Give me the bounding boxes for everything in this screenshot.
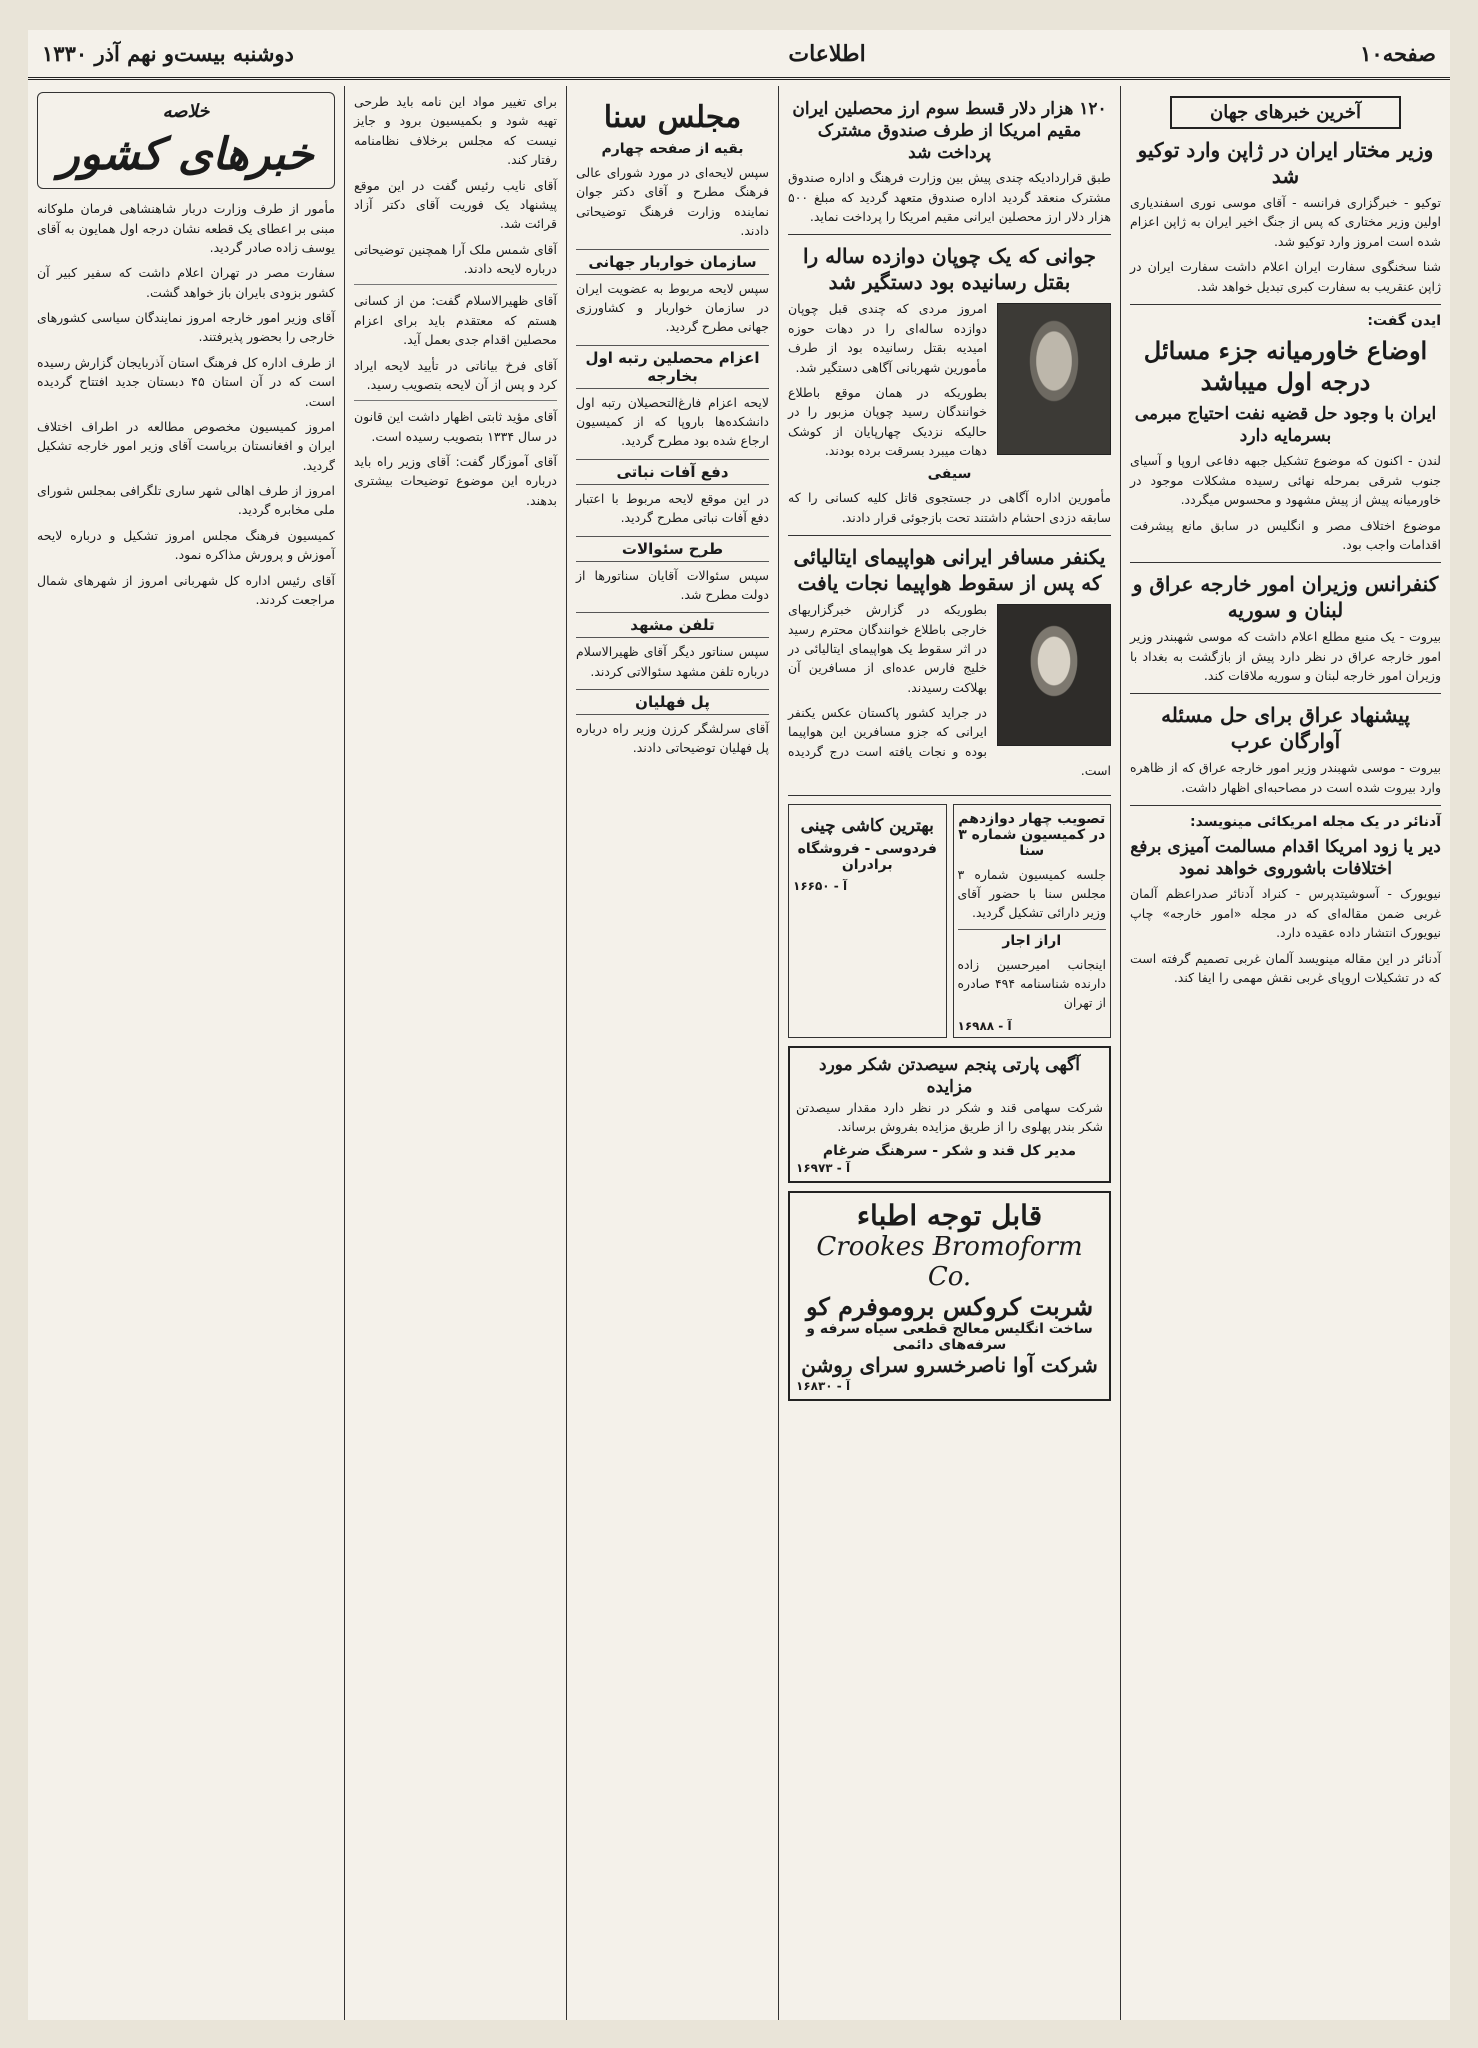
divider: [354, 400, 557, 401]
quote-label: آدنائر در یک مجله امریکائی مینویسد:: [1190, 814, 1441, 831]
summary-item: آقای وزیر امور خارجه امروز نمایندگان سیاسی کشورهای خارجی را بحضور پذیرفتند.: [37, 310, 335, 345]
summary-title: خبرهای کشور: [58, 129, 314, 180]
sugar-auction-ad: [788, 1046, 1111, 1183]
article-text: در جراید کشور پاکستان عکس یکنفر ایرانی که جزو مسافرین این هواپیما بوده و نجات یافته است درج گردیده است.: [788, 705, 1111, 779]
divider: [788, 234, 1111, 235]
article-text: موضوع اختلاف مصر و انگلیس در سابق مانع پیشرفت اقدامات واجب بود.: [1130, 517, 1441, 552]
suspect-photo: [997, 303, 1111, 455]
article-text: سپس لایحه‌ای در مورد شورای عالی فرهنگ مطرح و آقای دکتر جوان نماینده وزارت فرهنگ توضیحاتی دادند.: [576, 165, 769, 239]
notice-text: جلسه کمیسیون شماره ۳ مجلس سنا با حضور آقای وزیر دارائی تشکیل گردید.: [957, 866, 1106, 921]
ad-title: آگهی پارتی پنجم سیصدتن شکر مورد مزایده: [819, 1054, 1080, 1097]
article-text: لایحه اعزام فارغ‌التحصیلان رتبه اول دانشکده‌ها باروپا که از کمیسیون ارجاع شده بود مطرح گردید.: [576, 394, 769, 449]
ad-brand-latin: Crookes Bromoform Co.: [816, 1231, 1083, 1292]
headline-conference: کنفرانس وزیران امور خارجه عراق و لبنان و سوریه: [1132, 572, 1439, 623]
continued-label: بقیه از صفحه چهارم: [601, 141, 744, 157]
article-text: مأمورین اداره آگاهی در جستجوی قاتل کلیه کسانی را که سابقه دزدی احشام داشتند تحت بازجوئی قرار دادند.: [788, 490, 1111, 525]
article-text: برای تغییر مواد این نامه باید طرحی تهیه شود و بکمیسیون برود و جایز نیست که مجلس برخلاف نظامنامه رفتار کند.: [354, 94, 557, 168]
article-text: آقای فرخ بیاناتی در تأیید لایحه ایراد کرد و پس از آن لایحه بتصویب رسید.: [354, 357, 557, 392]
column-national-summary: [28, 86, 344, 2020]
article-text: آقای مؤید ثابتی اظهار داشت این قانون در سال ۱۳۳۴ بتصویب رسیده است.: [354, 409, 557, 444]
ad-agent: شرکت آوا ناصرخسرو سرای روشن: [801, 1352, 1098, 1377]
ad-headline: قابل توجه اطباء: [856, 1198, 1043, 1232]
ad-title: بهترین کاشی چینی: [800, 815, 934, 836]
column-domestic: [778, 86, 1120, 2020]
summary-item: امروز کمیسیون مخصوص مطالعه در اطراف اختلاف ایران و افغانستان بریاست آقای وزیر امور خارجه تشکیل گردید.: [37, 418, 335, 473]
headline-plane-survivor: یکنفر مسافر ایرانی هواپیمای ایتالیائی که پس از سقوط هواپیما نجات یافت: [793, 545, 1106, 596]
headline-shepherd-murder: جوانی که یک چوپان دوازده ساله را بقتل رسانیده بود دستگیر شد: [802, 244, 1097, 295]
subhead: پل فهلیان: [576, 689, 769, 715]
notice-title: تصویب چهار دوازدهم در کمیسیون شماره ۳ سنا: [958, 810, 1106, 859]
divider: [1130, 805, 1441, 806]
article-text: سپس لایحه مربوط به عضویت ایران در سازمان خواربار و کشاورزی جهانی مطرح گردید.: [576, 280, 769, 335]
ad-code: آ - ۱۶۹۸۸: [957, 1018, 1012, 1033]
page-number: صفحه۱۰: [1360, 41, 1436, 66]
columns: [28, 86, 1450, 2020]
summary-header: [37, 92, 335, 189]
summary-item: امروز از طرف اهالی شهر ساری تلگرافی بمجلس شورای ملی مخابره گردید.: [37, 483, 335, 518]
divider: [788, 535, 1111, 536]
subhead: طرح سئوالات: [576, 536, 769, 562]
subhead: سازمان خواربار جهانی: [576, 249, 769, 275]
article-text: سپس سئوالات آقایان سناتورها از دولت مطرح شد.: [576, 567, 769, 602]
headline-middle-east: اوضاع خاورمیانه جزء مسائل درجه اول میباشد: [1143, 335, 1428, 397]
divider: [1130, 304, 1441, 305]
notice-title: اراز اجار: [958, 929, 1107, 949]
ad-code: آ - ۱۶۶۵۰: [793, 878, 848, 893]
column-senate-continued: [344, 86, 566, 2020]
article-text: در این موقع لایحه مربوط با اعتبار دفع آفات نباتی مطرح گردید.: [576, 490, 769, 526]
tile-ad: [788, 804, 947, 1038]
subhead: اعزام محصلین رتبه اول بخارجه: [576, 345, 769, 389]
bromoform-ad: [788, 1191, 1111, 1401]
masthead: [28, 30, 1450, 80]
article-text: سپس سناتور دیگر آقای ظهیرالاسلام درباره تلفن مشهد سئوالاتی کردند.: [576, 644, 769, 679]
headline-oil-capital: ایران با وجود حل قضیه نفت احتیاج مبرمی بسرمایه دارد: [1134, 404, 1437, 447]
summary-item: مأمور از طرف وزارت دربار شاهنشاهی فرمان ملوکانه مبنی بر اعطای یک قطعه نشان درجه اول همایون به آقای یوسف زاده صادر گردید.: [37, 201, 335, 255]
divider: [1130, 693, 1441, 694]
divider: [788, 795, 1111, 796]
summary-label: خلاصه: [162, 101, 210, 122]
article-text: نیویورک - آسوشیتدپرس - کنراد آدنائر صدراعظم آلمان غربی ضمن مقاله‌ای که در مجله «امور خارجه» چاپ نیویورک انتشار داده عقیده دارد.: [1130, 886, 1441, 941]
ad-signature: مدیر کل قند و شکر - سرهنگ ضرغام: [822, 1142, 1077, 1159]
quote-label: ایدن گفت:: [1367, 312, 1441, 329]
article-text: بطوریکه در گزارش خبرگزاریهای خارجی باطلاع خوانندگان محترم رسید در اثر سقوط یک هواپیمای ایتالیائی در خلیج فارس عده‌ای از مسافرین آن بهلاکت رسیدند.: [788, 602, 987, 695]
article-text: آقای ظهیرالاسلام گفت: من از کسانی هستم که معتقدم باید برای اعزام محصلین اقدام جدی بعمل آید.: [354, 293, 557, 348]
article-text: آقای آموزگار گفت: آقای وزیر راه باید درباره این موضوع توضیحات بیشتری بدهند.: [354, 454, 557, 508]
column-world-news: [1120, 86, 1450, 2020]
ad-code: آ - ۱۶۹۷۳: [796, 1160, 851, 1175]
article-text: بیروت - یک منبع مطلع اعلام داشت که موسی شهبندر وزیر امور خارجه عراق در نظر دارد پیش از بازگشت به بغداد با وزیران امور خارجه لبنان و سوریه ملاقات کند.: [1130, 629, 1441, 684]
subhead: تلفن مشهد: [576, 612, 769, 638]
article-text: بطوریکه در همان موقع باطلاع خوانندگان رسید چوپان مزبور را در حالیکه نزدیک چهارپایان از کوشک دهات میبرد بسرقت برده بودند.: [788, 384, 987, 459]
article-text: آقای نایب رئیس گفت در این موقع پیشنهاد یک فوریت آقای دکتر آزاد قرائت شد.: [354, 177, 557, 232]
subhead: دفع آفات نباتی: [576, 459, 769, 485]
survivor-photo: [997, 604, 1111, 746]
article-text: امروز مردی که چندی قبل چوپان دوازده ساله‌ای را در دهات حوزه امیدیه بقتل رسانیده بود از طرف مأمورین شهربانی آگاهی دستگیر شد.: [788, 301, 987, 375]
column-senate: [566, 86, 778, 2020]
article-text: طبق قراردادیکه چندی پیش بین وزارت فرهنگ و اداره صندوق مشترک منعقد گردید اداره صندوق متعهد گردید که مبلغ ۵۰۰ هزار دلار ارز محصلین ایرانی مقیم امریکا را پرداخت نماید.: [788, 170, 1111, 225]
ad-brand: شربت کروکس بروموفرم کو: [805, 1291, 1094, 1321]
senate-title: مجلس سنا: [603, 100, 742, 135]
article-text: آقای شمس ملک آرا همچنین توضیحاتی درباره لایحه دادند.: [354, 241, 557, 276]
article-text: شنا سخنگوی سفارت ایران اعلام داشت سفارت ایران در ژاپن عنقریب به سفارت کبری تبدیل خواهد شد.: [1130, 259, 1441, 294]
headline-student-currency: ۱۲۰ هزار دلار قسط سوم ارز محصلین ایران مقیم امریکا از طرف صندوق مشترک پرداخت شد: [792, 99, 1107, 164]
headline-tokyo: وزیر مختار ایران در ژاپن وارد توکیو شد: [1137, 138, 1434, 188]
article-text: بیروت - موسی شهبندر وزیر امور خارجه عراق که از ظاهره وارد بیروت شده است در مصاحبه‌ای اظهار داشت.: [1130, 760, 1441, 795]
divider: [1130, 562, 1441, 563]
ad-description: ساخت انگلیس معالج قطعی سیاه سرفه و سرفه‌های دائمی: [806, 1320, 1093, 1353]
article-text: آقای سرلشگر کرزن وزیر راه درباره پل فهلیان توضیحاتی دادند.: [576, 721, 769, 756]
ad-text: شرکت سهامی قند و شکر در نظر دارد مقدار سیصدتن شکر بندر پهلوی را از طریق مزایده بفروش برساند.: [796, 1099, 1103, 1135]
article-text: لندن - اکنون که موضوع تشکیل جبهه دفاعی اروپا و آسیای جنوب شرقی بمرحله نهائی رسیده مشکلات موجود در خاورمیانه پیش از پیش مشهود و محسوس میگردد.: [1130, 453, 1441, 508]
ad-code: آ - ۱۶۸۳۰: [796, 1378, 851, 1393]
summary-item: آقای رئیس اداره کل شهربانی امروز از شهرهای شمال مراجعت کردند.: [37, 572, 335, 607]
headline-iraq-refugees: پیشنهاد عراق برای حل مسئله آوارگان عرب: [1161, 703, 1410, 754]
headline-adenauer: دیر یا زود امریکا اقدام مسالمت آمیزی برفع اختلافات باشوروی خواهد نمود: [1130, 837, 1441, 880]
photo-caption: سیفی: [927, 466, 972, 483]
senate-commission-notice: [953, 804, 1112, 1038]
newspaper-page: [28, 30, 1450, 2020]
article-text: آدنائر در این مقاله مینویسد آلمان غربی تصمیم گرفته است که در تشکیلات اروپای غربی نقش مهمی را ایفا کند.: [1130, 950, 1441, 985]
divider: [354, 284, 557, 285]
ad-subtitle: فردوسی - فروشگاه برادران: [797, 840, 937, 873]
newspaper-name: اطلاعات: [788, 40, 866, 67]
ads-row: [788, 804, 1111, 1038]
issue-date: دوشنبه بیست‌و نهم آذر ۱۳۳۰: [42, 41, 294, 66]
summary-item: سفارت مصر در تهران اعلام داشت که سفیر کبیر آن کشور بزودی بایران باز خواهد گشت.: [37, 265, 335, 300]
notice-text: اینجانب امیرحسین زاده دارنده شناسنامه ۴۹۴ صادره از تهران: [957, 956, 1106, 1011]
article-text: توکیو - خبرگزاری فرانسه - آقای موسی نوری اسفندیاری اولین وزیر مختاری که پس از جنگ اخیر ایران به ژاپن اعزام شده است امروز وارد توکیو شد.: [1130, 195, 1441, 249]
summary-item: کمیسیون فرهنگ مجلس امروز تشکیل و درباره لایحه آموزش و پرورش مذاکره نمود.: [37, 527, 335, 563]
summary-item: از طرف اداره کل فرهنگ استان آذربایجان گزارش رسیده است که در آن استان ۴۵ دبستان جدید افتتاح گردیده است.: [37, 354, 335, 409]
world-news-box-title: آخرین خبرهای جهان: [1170, 96, 1401, 129]
